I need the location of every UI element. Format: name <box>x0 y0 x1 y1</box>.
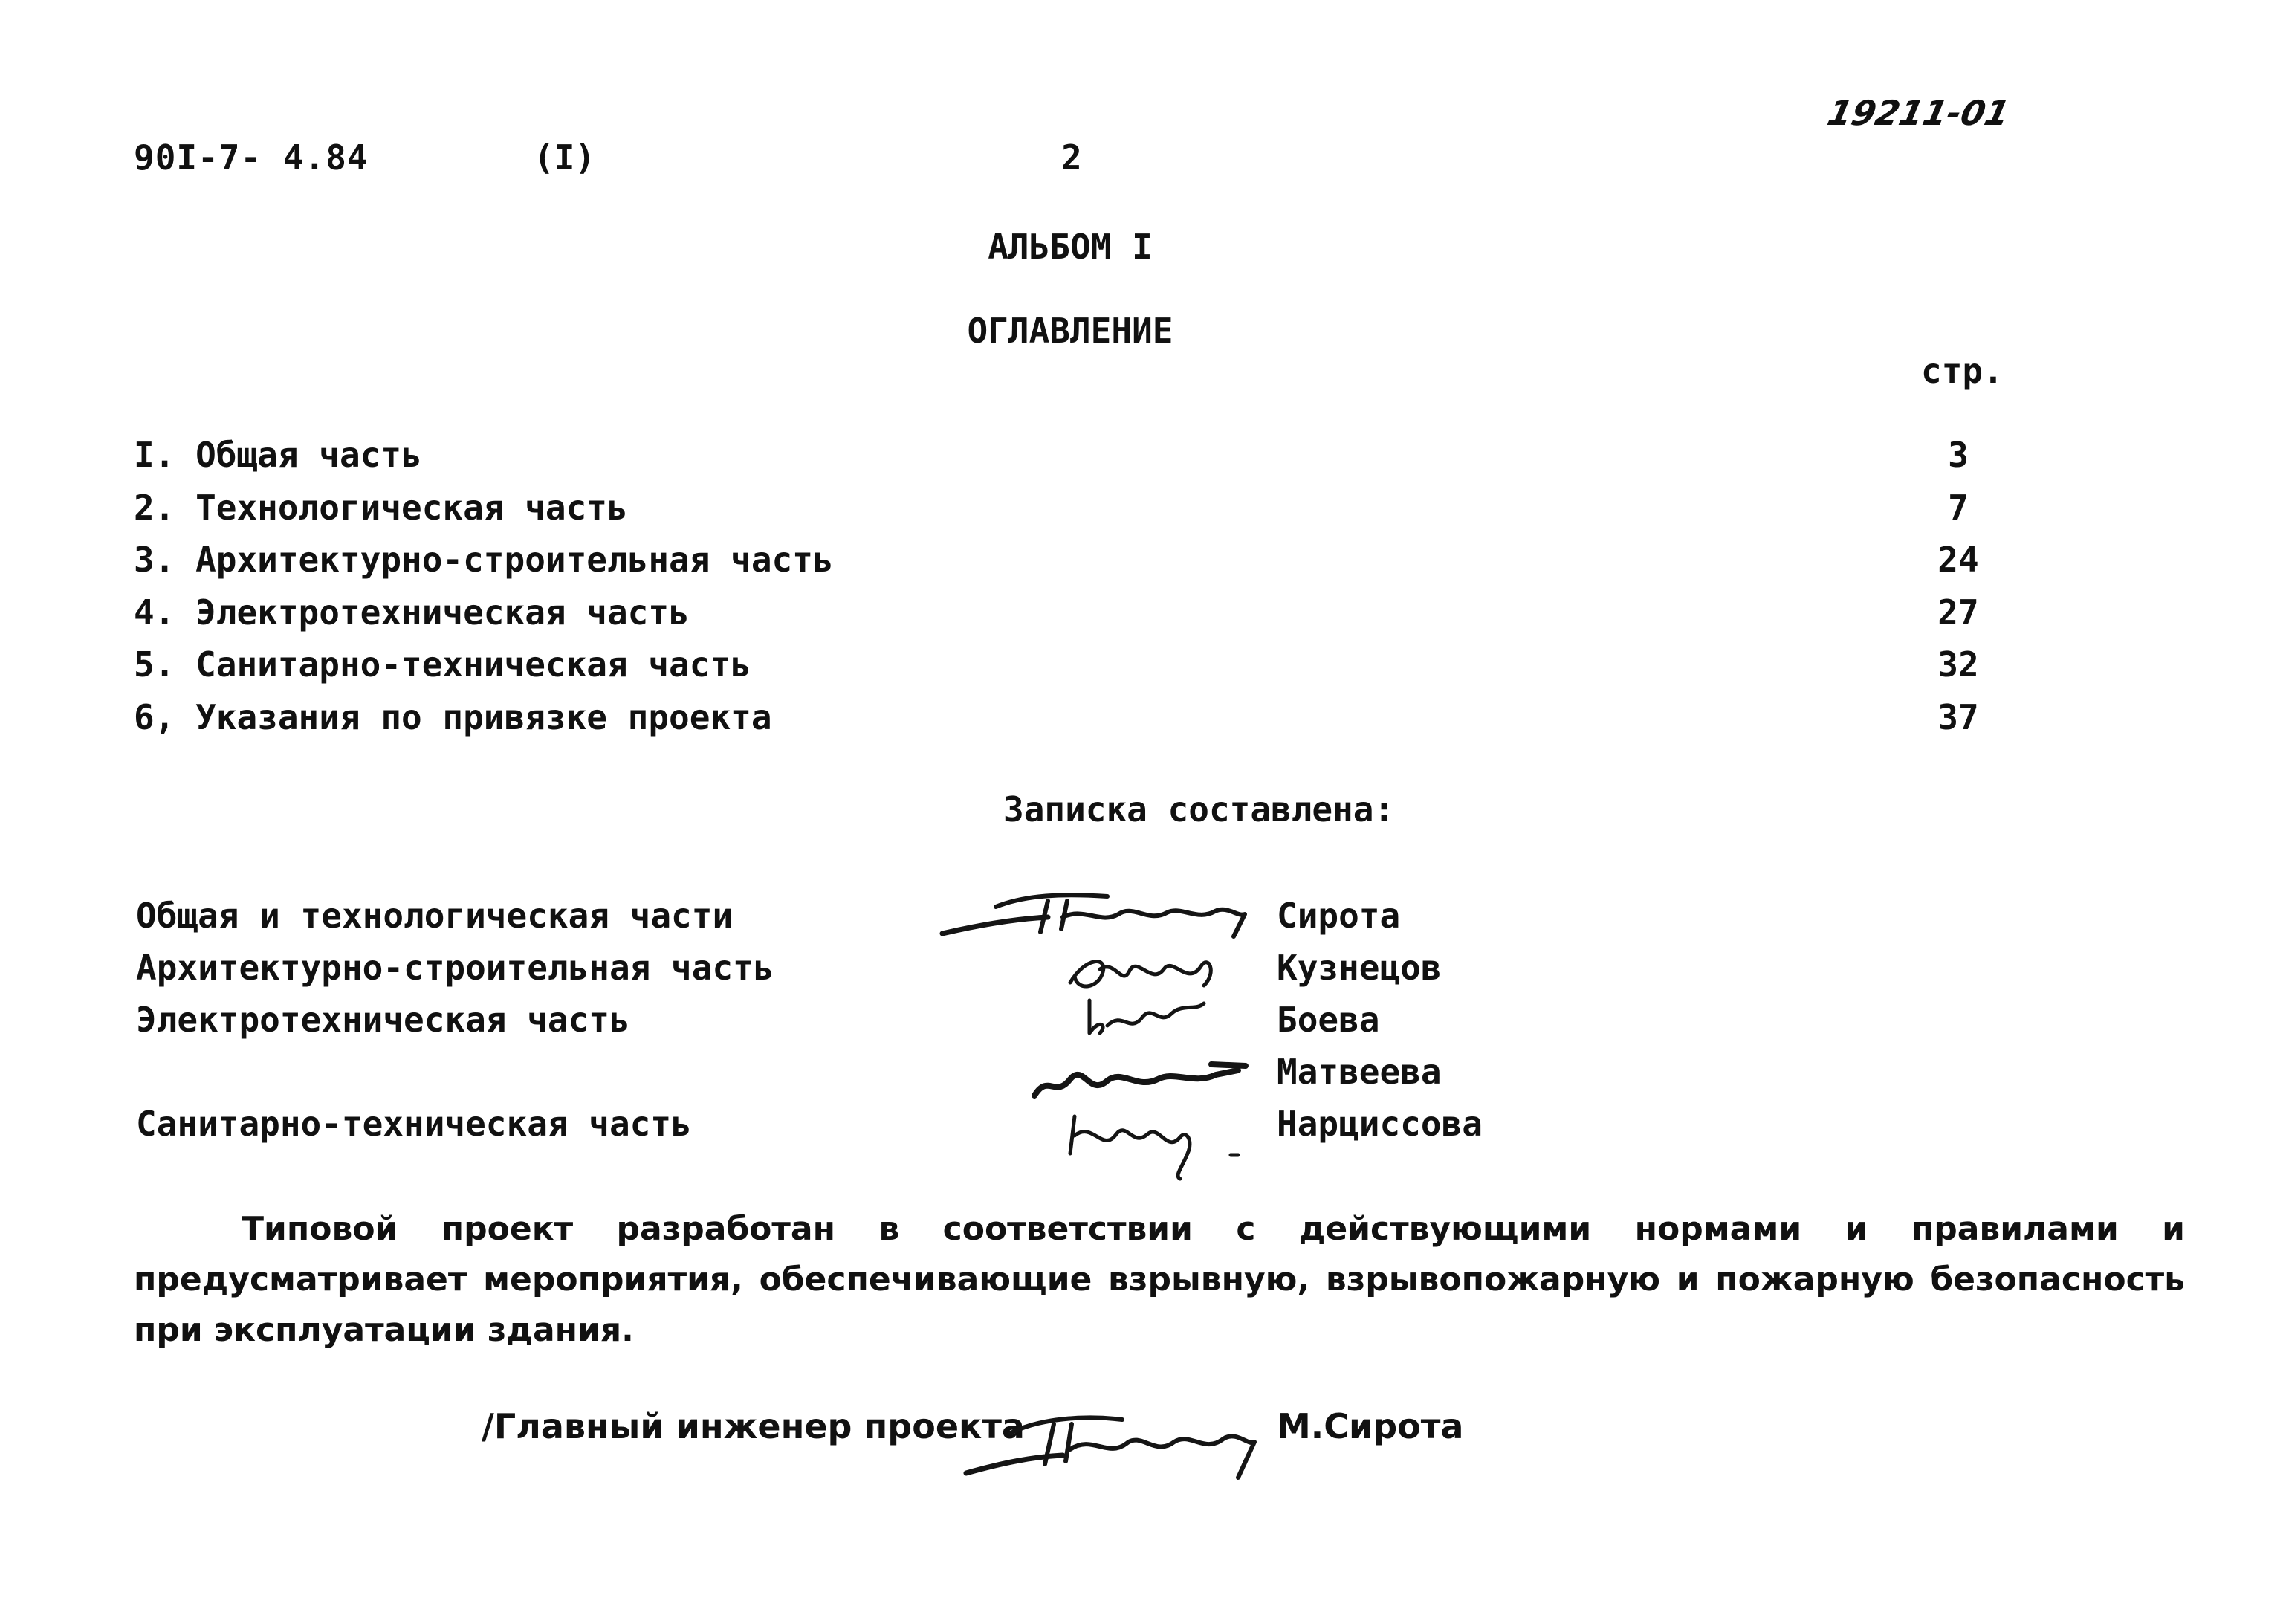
author-name: Сирота <box>1277 896 1401 936</box>
toc-item-label: 2. Технологическая часть <box>134 487 628 528</box>
toc-item-label: 6, Указания по привязке проекта <box>134 696 772 737</box>
section-name: Общая и технологическая части <box>136 896 734 936</box>
toc-item-page: 3 <box>1948 435 1969 475</box>
toc-item-page: 32 <box>1937 644 1979 685</box>
toc-item-label: 4. Электротехническая часть <box>134 592 690 633</box>
compiled-by-heading: Записка составлена: <box>1003 789 1395 829</box>
author-name: Кузнецов <box>1277 948 1442 988</box>
signature-chief-engineer <box>959 1390 1271 1486</box>
statement-paragraph <box>134 1204 2185 1356</box>
toc-item <box>134 488 2007 540</box>
signature-boeva <box>1078 989 1226 1041</box>
toc-item-page: 24 <box>1937 540 1979 580</box>
chief-engineer-title-text: Главный инженер проекта <box>493 1406 1025 1446</box>
page-number: 2 <box>1061 138 1082 178</box>
check-mark-icon: / <box>482 1406 494 1446</box>
section-spacer <box>136 1052 774 1104</box>
author-name: Боева <box>1277 1000 1380 1040</box>
toc-list <box>134 435 2007 749</box>
author-list <box>1277 896 1483 1156</box>
toc-item <box>134 435 2007 488</box>
author-name: Нарциссова <box>1277 1104 1483 1144</box>
toc-title: ОГЛАВЛЕНИЕ <box>967 311 1173 351</box>
chief-engineer-name: М.Сирота <box>1277 1406 1464 1446</box>
statement-text: Типовой проект разработан в соответствии с действующими нормами и правилами и предусматривает мероприятия, обеспечивающие взрывную, взрывопожарную и пожарную безопасность при эксплуатации здания. <box>134 1210 2185 1349</box>
toc-item-page: 37 <box>1937 696 1979 737</box>
section-name: Санитарно-техническая часть <box>136 1104 692 1144</box>
toc-item-label: I. Общая часть <box>134 435 422 475</box>
author-name: Матвеева <box>1277 1052 1442 1092</box>
toc-item <box>134 644 2007 697</box>
volume-number: (I) <box>534 138 596 178</box>
signature-matveeva <box>1026 1054 1249 1106</box>
section-name: Архитектурно-строительная часть <box>136 948 774 988</box>
toc-item-label: 3. Архитектурно-строительная часть <box>134 540 834 580</box>
toc-item <box>134 540 2007 592</box>
handwritten-number: 19211-01 <box>1824 93 2013 133</box>
section-name: Электротехническая часть <box>136 1000 630 1040</box>
album-title: АЛЬБОМ I <box>988 227 1153 267</box>
toc-item-page: 7 <box>1948 487 1969 528</box>
chief-engineer-title <box>482 1406 1025 1446</box>
toc-item-page: 27 <box>1937 592 1979 633</box>
section-list <box>136 896 774 1156</box>
signature-sirota <box>936 884 1263 944</box>
toc-item <box>134 697 2007 750</box>
toc-item-label: 5. Санитарно-техническая часть <box>134 644 751 685</box>
toc-item <box>134 592 2007 645</box>
signature-nartsissova <box>1055 1101 1249 1183</box>
page-column-label: стр. <box>1921 351 2004 391</box>
doc-code: 90I-7- 4.84 <box>134 138 369 178</box>
